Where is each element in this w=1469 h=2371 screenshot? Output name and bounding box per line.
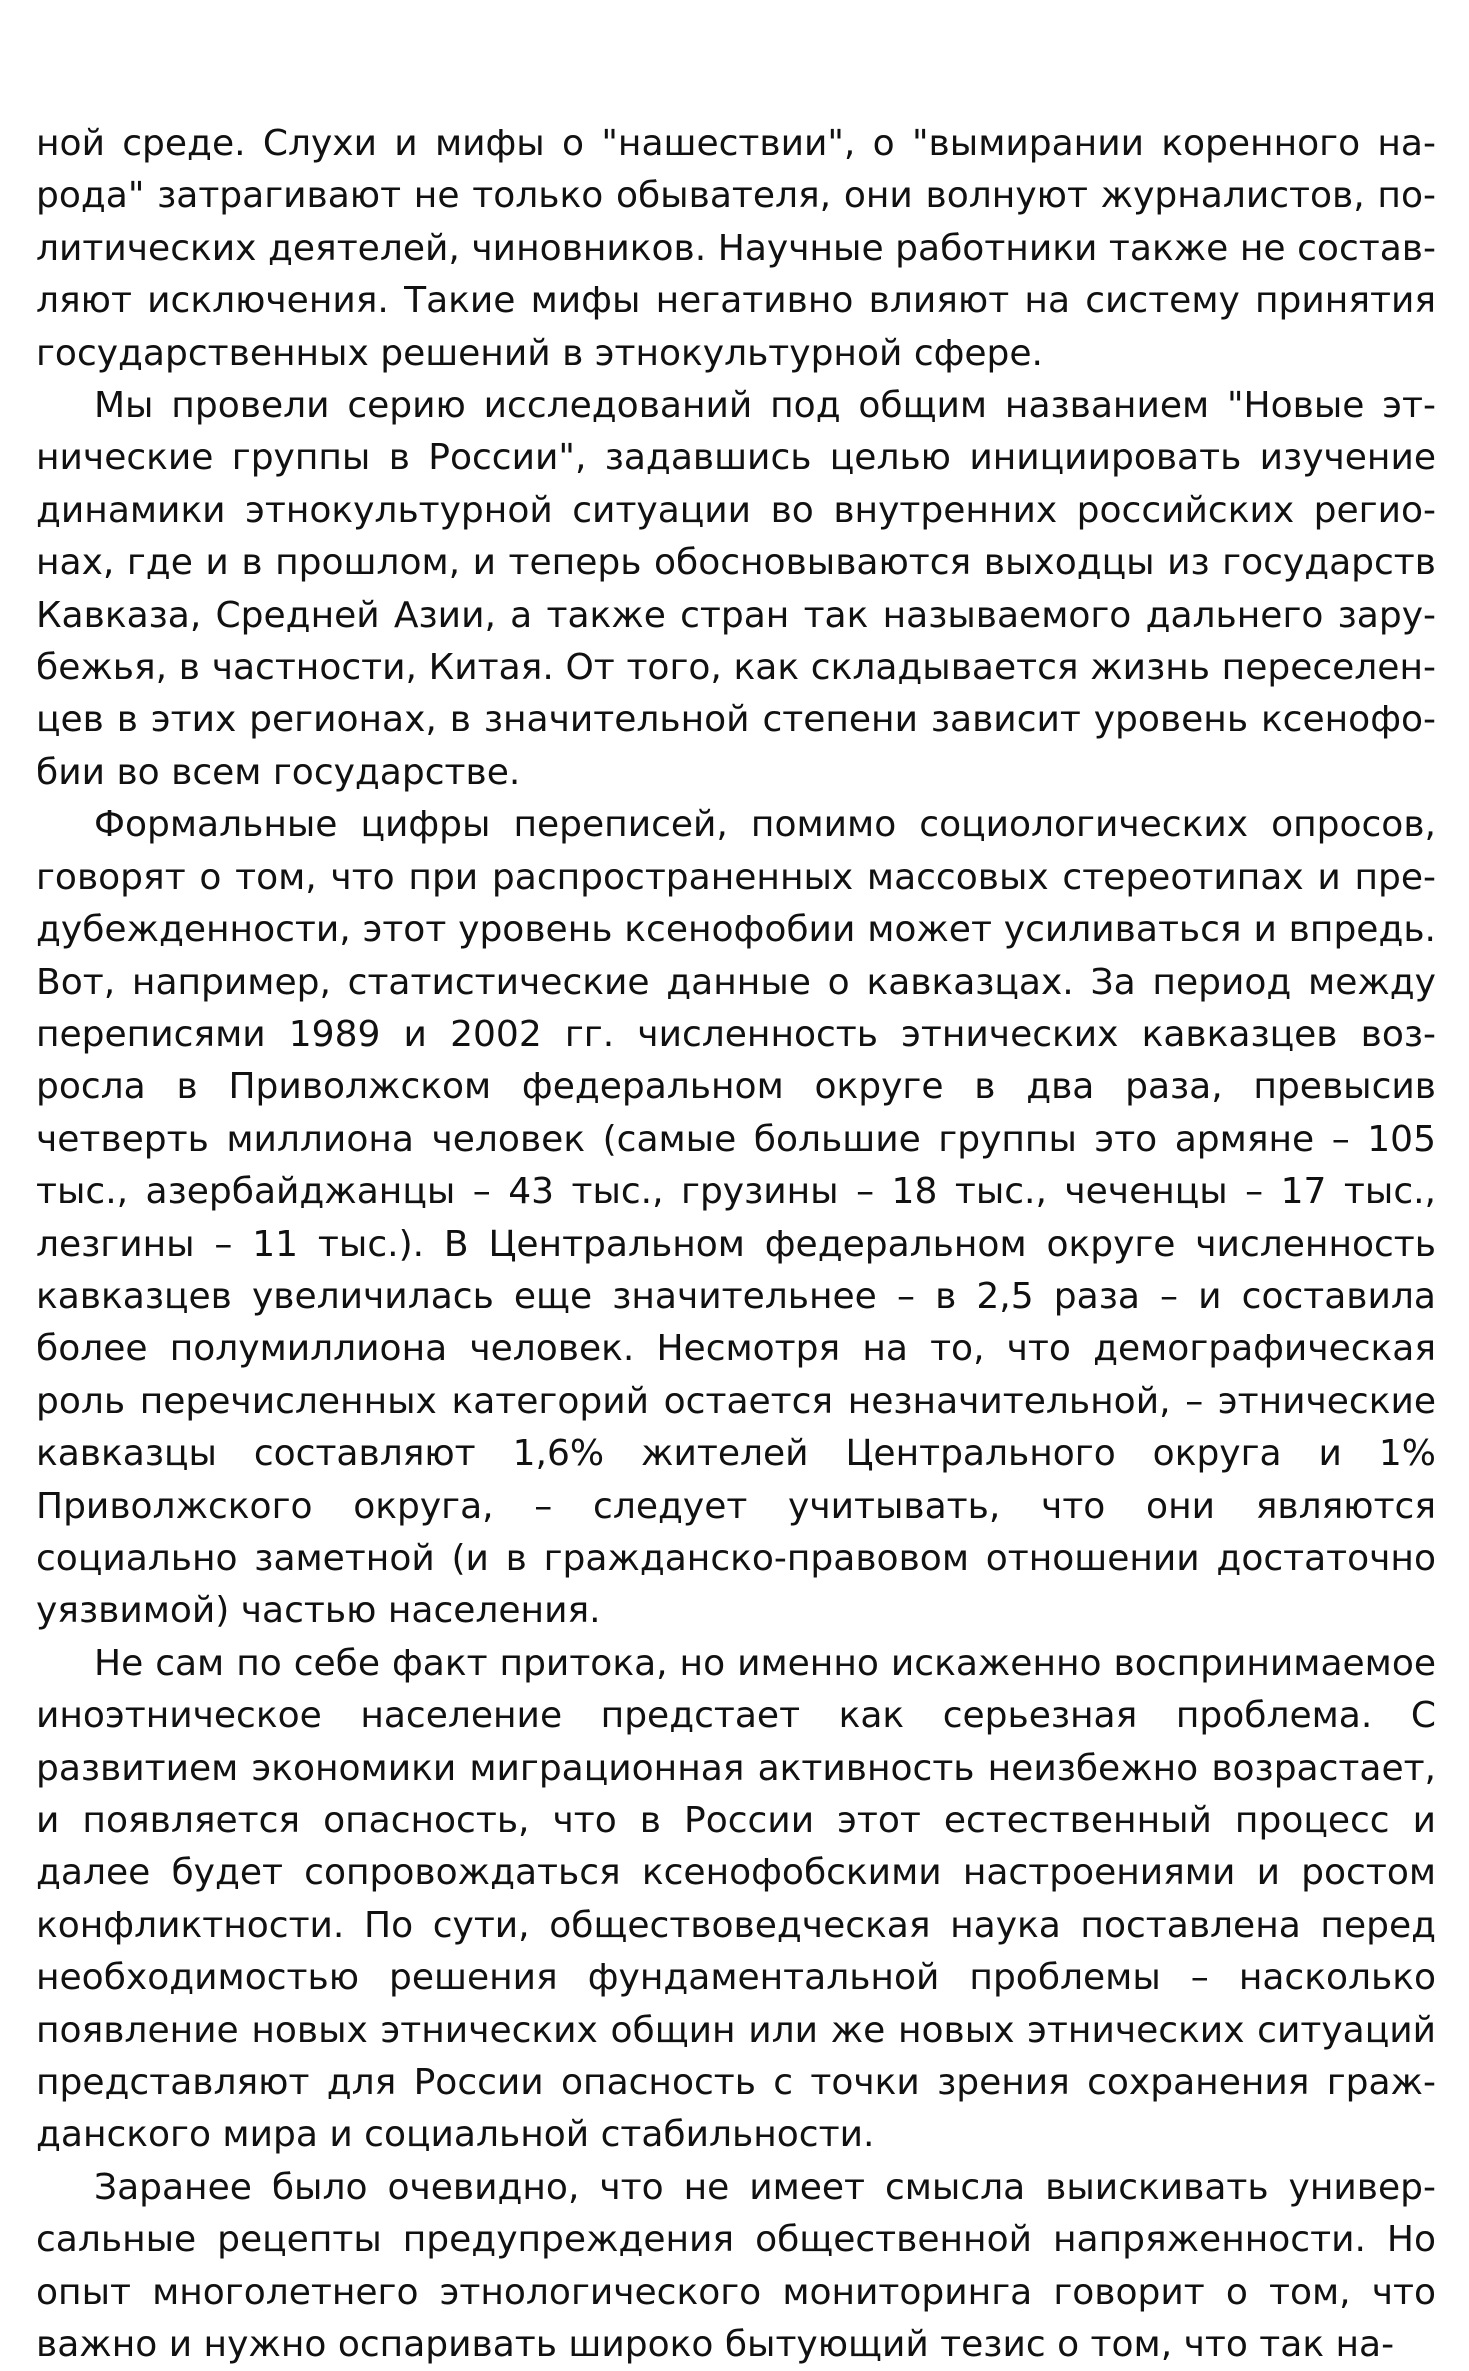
paragraph-census-figures: Формальные цифры переписей, помимо социологических опросов, говорят о том, что при распространенных массовых стереотипах и предубежденности, этот уровень ксенофобии может усиливаться и впредь. Вот, например, статистические данные о кавказцах. За период между переписями 1989 и 2002 гг. численность этнических кавказцев возросла в Приволжском федеральном округе в два раза, превысив четверть миллиона человек (самые большие группы это армяне – 105 тыс., азербайджанцы – 43 тыс., грузины – 18 тыс., чеченцы – 17 тыс., лезгины – 11 тыс.). В Центральном федеральном округе численность кавказцев увеличилась еще значительнее – в 2,5 раза – и составила более полумиллиона человек. Несмотря на то, что демографическая роль перечисленных категорий остается незначительной, – этнические кавказцы составляют 1,6% жителей Центрального округа и 1% Приволжского округа, – следует учитывать, что они являются социально заметной (и в гражданско-правовом отношении достаточно уязвимой) частью населения. (36, 804, 1436, 1632)
paragraph-migration-problem: Не сам по себе факт притока, но именно искаженно воспринимаемое иноэтническое население предстает как серьезная проблема. С развитием экономики миграционная активность неизбежно возрастает, и появляется опасность, что в России этот естественный процесс и далее будет сопровождаться ксенофобскими настроениями и ростом конфликтности. По сути, обществоведческая наука поставлена перед необходимостью решения фундаментальной проблемы – насколько появление новых этнических общин или же новых этнических ситуаций представляют для России опасность с точки зрения сохранения гражданского мира и социальной стабильности. (36, 1642, 1436, 2156)
paragraph-continuation: ной среде. Слухи и мифы о "нашествии", о "вымирании коренного народа" затрагивают не только обывателя, они волнуют журналистов, политических деятелей, чиновников. Научные работники также не составляют исключения. Такие мифы негативно влияют на систему принятия государственных решений в этнокультурной сфере. (36, 123, 1436, 374)
book-page-text (36, 118, 1436, 2371)
paragraph-monitoring-experience: Заранее было очевидно, что не имеет смысла выискивать универсальные рецепты предупреждения общественной напряженности. Но опыт многолетнего этнологического мониторинга говорит о том, что важно и нужно оспаривать широко бытующий тезис о том, что так на- (36, 2166, 1436, 2366)
paragraph-research-series: Мы провели серию исследований под общим названием "Новые этнические группы в России", задавшись целью инициировать изучение динамики этнокультурной ситуации во внутренних российских регионах, где и в прошлом, и теперь обосновываются выходцы из государств Кавказа, Средней Азии, а также стран так называемого дальнего зарубежья, в частности, Китая. От того, как складывается жизнь переселенцев в этих регионах, в значительной степени зависит уровень ксенофобии во всем государстве. (36, 385, 1436, 793)
